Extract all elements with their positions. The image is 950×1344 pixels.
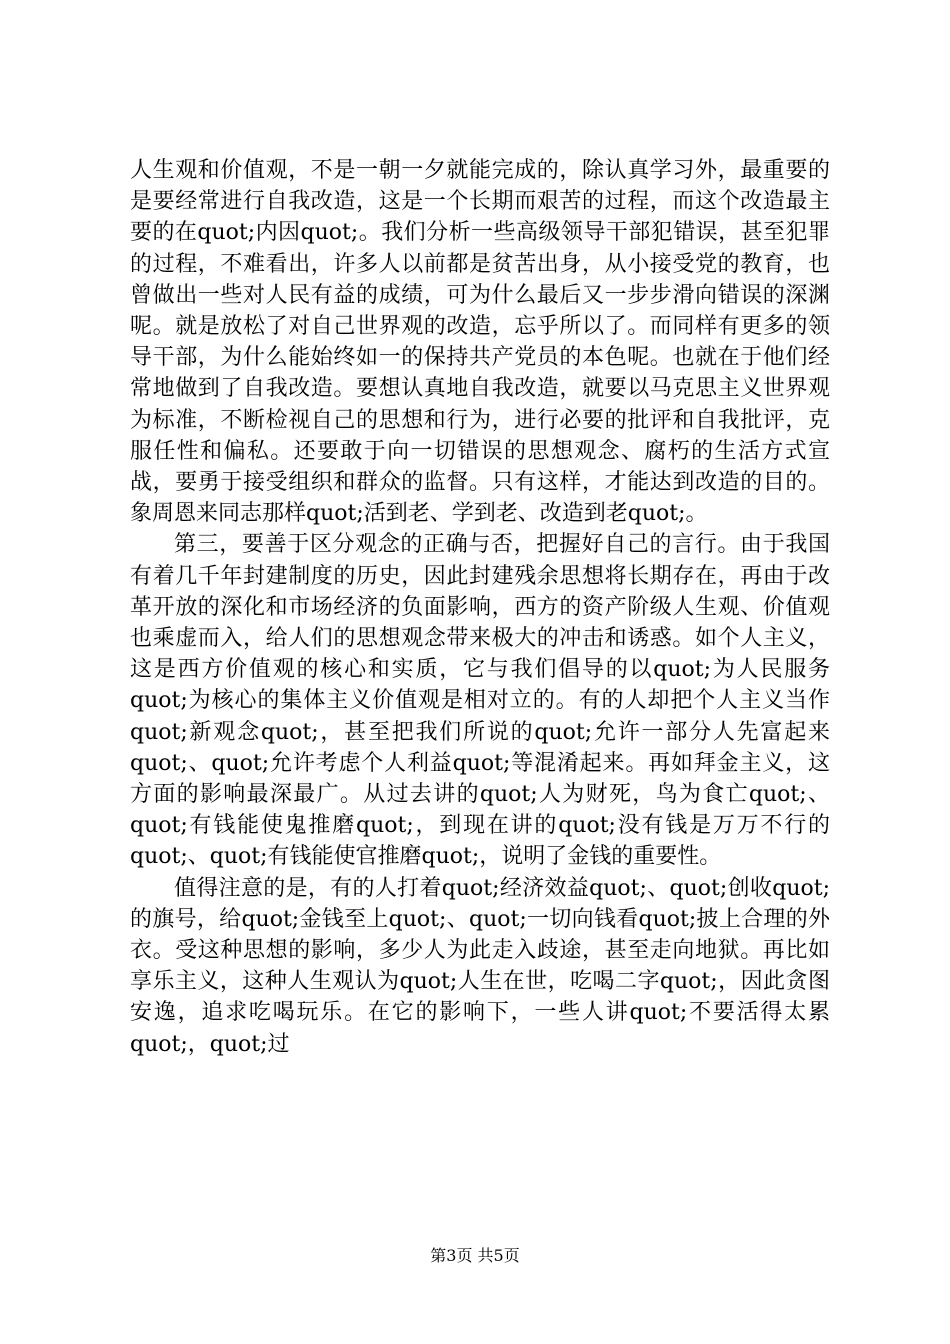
page-footer bbox=[0, 1246, 950, 1266]
paragraph-1: 人生观和价值观，不是一朝一夕就能完成的，除认真学习外，最重要的是要经常进行自我改造，这是一个长期而艰苦的过程，而这个改造最主要的在quot;内因quot;。我们分析一些高级领导干部犯错误，甚至犯罪的过程，不难看出，许多人以前都是贫苦出身，从小接受党的教育，也曾做出一些对人民有益的成绩，可为什么最后又一步步滑向错误的深渊呢。就是放松了对自己世界观的改造，忘乎所以了。而同样有更多的领导干部，为什么能始终如一的保持共产党员的本色呢。也就在于他们经常地做到了自我改造。要想认真地自我改造，就要以马克思主义世界观为标准，不断检视自己的思想和行为，进行必要的批评和自我批评，克服任性和偏私。还要敢于向一切错误的思想观念、腐朽的生活方式宣战，要勇于接受组织和群众的监督。只有这样，才能达到改造的目的。象周恩来同志那样quot;活到老、学到老、改造到老quot;。 bbox=[130, 158, 830, 527]
paragraph-3: 值得注意的是，有的人打着quot;经济效益quot;、quot;创收quot;的旗号，给quot;金钱至上quot;、quot;一切向钱看quot;披上合理的外衣。受这种思想的影响，多少人为此走入歧途，甚至走向地狱。再比如享乐主义，这种人生观认为quot;人生在世，吃喝二字quot;，因此贪图安逸，追求吃喝玩乐。在它的影响下，一些人讲quot;不要活得太累quot;，quot;过 bbox=[130, 875, 830, 1057]
body-text bbox=[130, 155, 830, 1060]
page-number: 第3页 共5页 bbox=[430, 1246, 520, 1265]
paragraph-2: 第三，要善于区分观念的正确与否，把握好自己的言行。由于我国有着几千年封建制度的历史，因此封建残余思想将长期存在，再由于改革开放的深化和市场经济的负面影响，西方的资产阶级人生观、价值观也乘虚而入，给人们的思想观念带来极大的冲击和诱惑。如个人主义，这是西方价值观的核心和实质，它与我们倡导的以quot;为人民服务quot;为核心的集体主义价值观是相对立的。有的人却把个人主义当作quot;新观念quot;，甚至把我们所说的quot;允许一部分人先富起来quot;、quot;允许考虑个人利益quot;等混淆起来。再如拜金主义，这方面的影响最深最广。从过去讲的quot;人为财死，鸟为食亡quot;、quot;有钱能使鬼推磨quot;，到现在讲的quot;没有钱是万万不行的quot;、quot;有钱能使官推磨quot;，说明了金钱的重要性。 bbox=[130, 532, 830, 870]
